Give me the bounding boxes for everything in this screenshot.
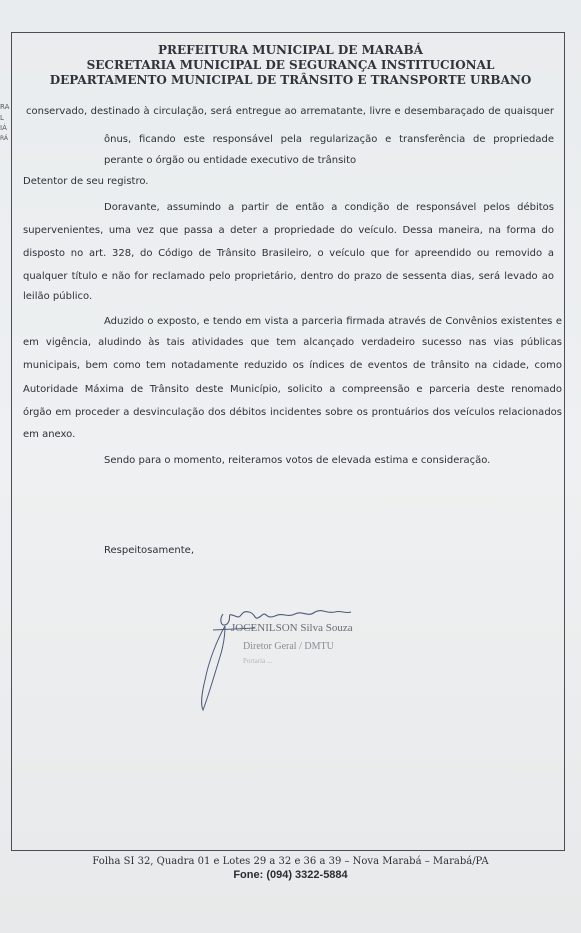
body-line: Aduzido o exposto, e tendo em vista a parceria firmada através de Convênios existentes e [104, 316, 562, 327]
body-line: Sendo para o momento, reiteramos votos de elevada estima e consideração. [104, 455, 491, 466]
closing-salutation: Respeitosamente, [104, 545, 194, 556]
signer-ordinance: Portaria ... [243, 657, 273, 665]
body-line: Doravante, assumindo a partir de então a condição de responsável pelos débitos [104, 202, 554, 213]
footer-phone: Fone: (094) 3322-5884 [233, 869, 348, 881]
signature-block [195, 600, 385, 720]
signer-title: Diretor Geral / DMTU [243, 641, 334, 652]
body-line: qualquer título e não for reclamado pelo proprietário, dentro do prazo de sessenta dias, será levado ao [23, 271, 554, 282]
edge-fragment-2: L [0, 114, 4, 122]
footer-address: Folha SI 32, Quadra 01 e Lotes 29 a 32 e 36 a 39 – Nova Marabá – Marabá/PA [92, 856, 489, 867]
handwritten-signature [195, 600, 385, 720]
signer-name: JOCENILSON Silva Souza [231, 622, 353, 634]
body-line: supervenientes, uma vez que passa a deter a propriedade do veículo. Dessa maneira, na forma do [23, 225, 554, 236]
edge-fragment-1: RA [0, 103, 10, 111]
body-line: Detentor de seu registro. [23, 176, 149, 187]
letterhead [0, 43, 581, 88]
body-line: Autoridade Máxima de Trânsito deste Município, solicito a compreensão e parceria deste renomado [23, 384, 562, 395]
edge-fragment-4: RÁ [0, 135, 9, 142]
body-line: conservado, destinado à circulação, será entregue ao arrematante, livre e desembaraçado de quaisquer [26, 106, 554, 117]
body-line: ônus, ficando este responsável pela regularização e transferência de propriedade [104, 134, 554, 145]
body-line: em vigência, aludindo às tais atividades que tem alcançado verdadeiro sucesso nas vias públicas [23, 337, 562, 348]
body-line: leilão público. [23, 291, 93, 302]
body-line: perante o órgão ou entidade executivo de trânsito [104, 155, 357, 166]
body-line: municipais, bem como tem notadamente reduzido os índices de eventos de trânsito na cidade, como [23, 360, 562, 371]
header-city-hall: PREFEITURA MUNICIPAL DE MARABÁ [158, 43, 423, 57]
body-line: disposto no art. 328, do Código de Trânsito Brasileiro, o veículo que for apreendido ou removido a [23, 248, 554, 259]
edge-fragment-3: IÁ [0, 124, 7, 132]
body-line: órgão em proceder a desvinculação dos débitos incidentes sobre os prontuários dos veículos relacionados [23, 407, 562, 418]
header-secretariat: SECRETARIA MUNICIPAL DE SEGURANÇA INSTITUCIONAL [86, 58, 495, 72]
body-line: em anexo. [23, 429, 76, 440]
header-department: DEPARTAMENTO MUNICIPAL DE TRÂNSITO E TRANSPORTE URBANO [49, 73, 532, 87]
